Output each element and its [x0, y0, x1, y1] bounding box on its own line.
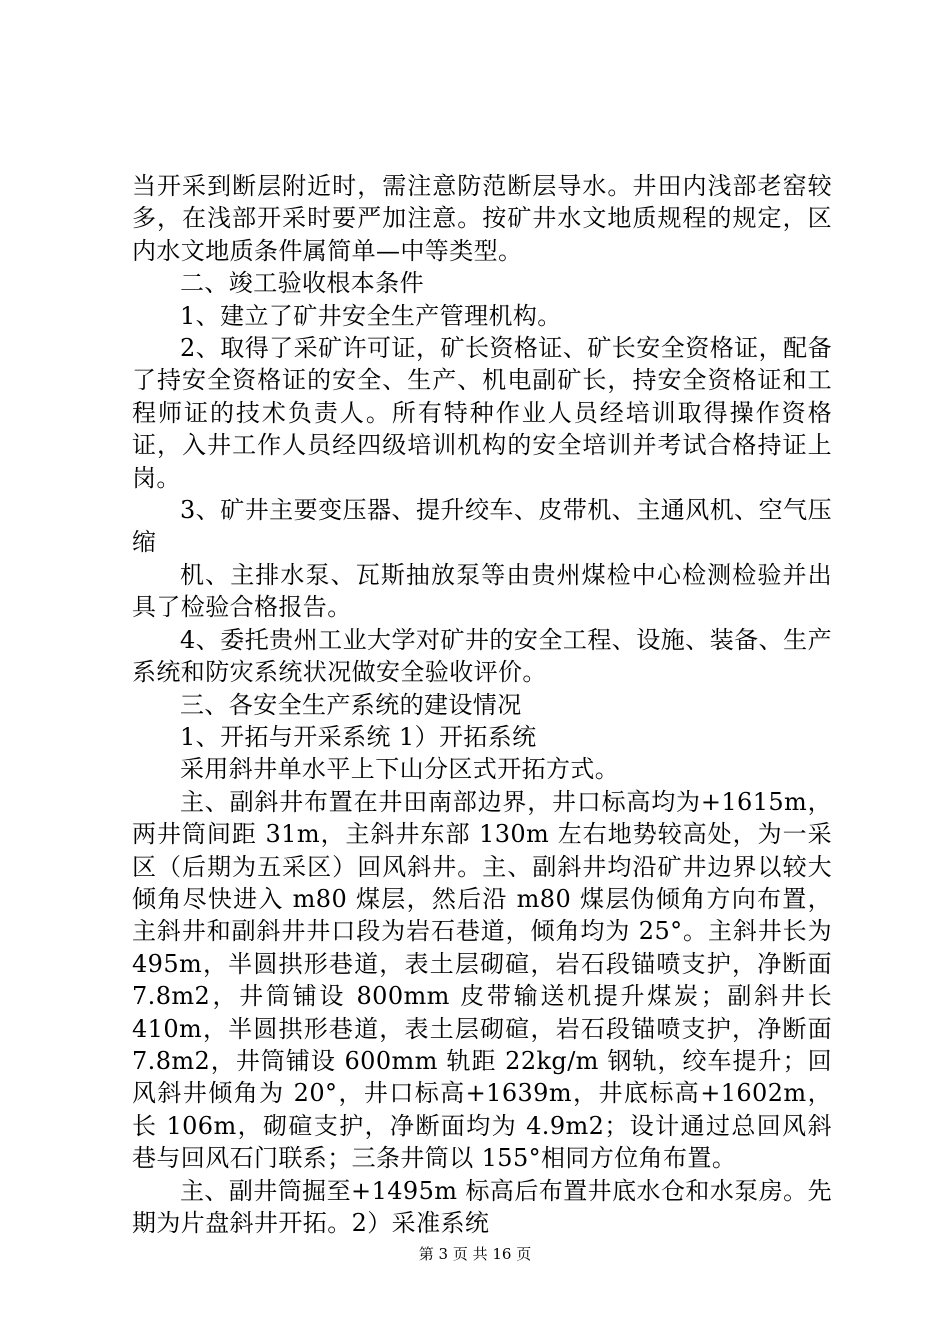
paragraph-12: 主、副井筒掘至+1495m 标高后布置井底水仓和水泵房。先期为片盘斜井开拓。2）采准系统	[132, 1176, 832, 1237]
page-number-footer: 第 3 页 共 16 页	[418, 1245, 532, 1263]
paragraph-7: 4、委托贵州工业大学对矿井的安全工程、设施、装备、生产系统和防灾系统状况做安全验收评价。	[132, 625, 832, 687]
paragraph-5: 3、矿井主要变压器、提升绞车、皮带机、主通风机、空气压缩	[132, 496, 832, 557]
paragraph-8: 三、各安全生产系统的建设情况	[180, 690, 522, 719]
paragraph-4: 2、取得了采矿许可证，矿长资格证、矿长安全资格证，配备了持安全资格证的安全、生产、机电副矿长，持安全资格证和工程师证的技术负责人。所有特种作业人员经培训取得操作资格证，入井工作人员经四级培训机构的安全培训并考试合格持证上岗。	[132, 334, 832, 492]
document-body	[132, 170, 832, 1239]
paragraph-2: 二、竣工验收根本条件	[180, 269, 424, 298]
paragraph-11: 主、副斜井布置在井田南部边界，井口标高均为+1615m，两井筒间距 31m，主斜井东部 130m 左右地势较高处，为一采区（后期为五采区）回风斜井。主、副斜井均沿矿井边界以较大倾角尽快进入 m80 煤层，然后沿 m80 煤层伪倾角方向布置，主斜井和副斜井井口段为岩石巷道，倾角均为 25°。主斜井长为 495m，半圆拱形巷道，表土层砌碹，岩石段锚喷支护，净断面 7.8m2，井筒铺设 800mm 皮带输送机提升煤炭；副斜井长 410m，半圆拱形巷道，表土层砌碹，岩石段锚喷支护，净断面 7.8m2，井筒铺设 600mm 轨距 22kg/m 钢轨，绞车提升；回风斜井倾角为 20°，井口标高+1639m，井底标高+1602m，长 106m，砌碹支护，净断面均为 4.9m2；设计通过总回风斜巷与回风石门联系；三条井筒以 155°相同方位角布置。	[132, 787, 832, 1173]
paragraph-10: 采用斜井单水平上下山分区式开拓方式。	[180, 755, 620, 784]
paragraph-9: 1、开拓与开采系统 1）开拓系统	[180, 722, 537, 751]
paragraph-1: 当开采到断层附近时，需注意防范断层导水。井田内浅部老窑较多，在浅部开采时要严加注意。按矿井水文地质规程的规定，区内水文地质条件属简单—中等类型。	[132, 172, 832, 265]
paragraph-6: 机、主排水泵、瓦斯抽放泵等由贵州煤检中心检测检验并出具了检验合格报告。	[132, 560, 832, 622]
paragraph-3: 1、建立了矿井安全生产管理机构。	[180, 301, 562, 330]
